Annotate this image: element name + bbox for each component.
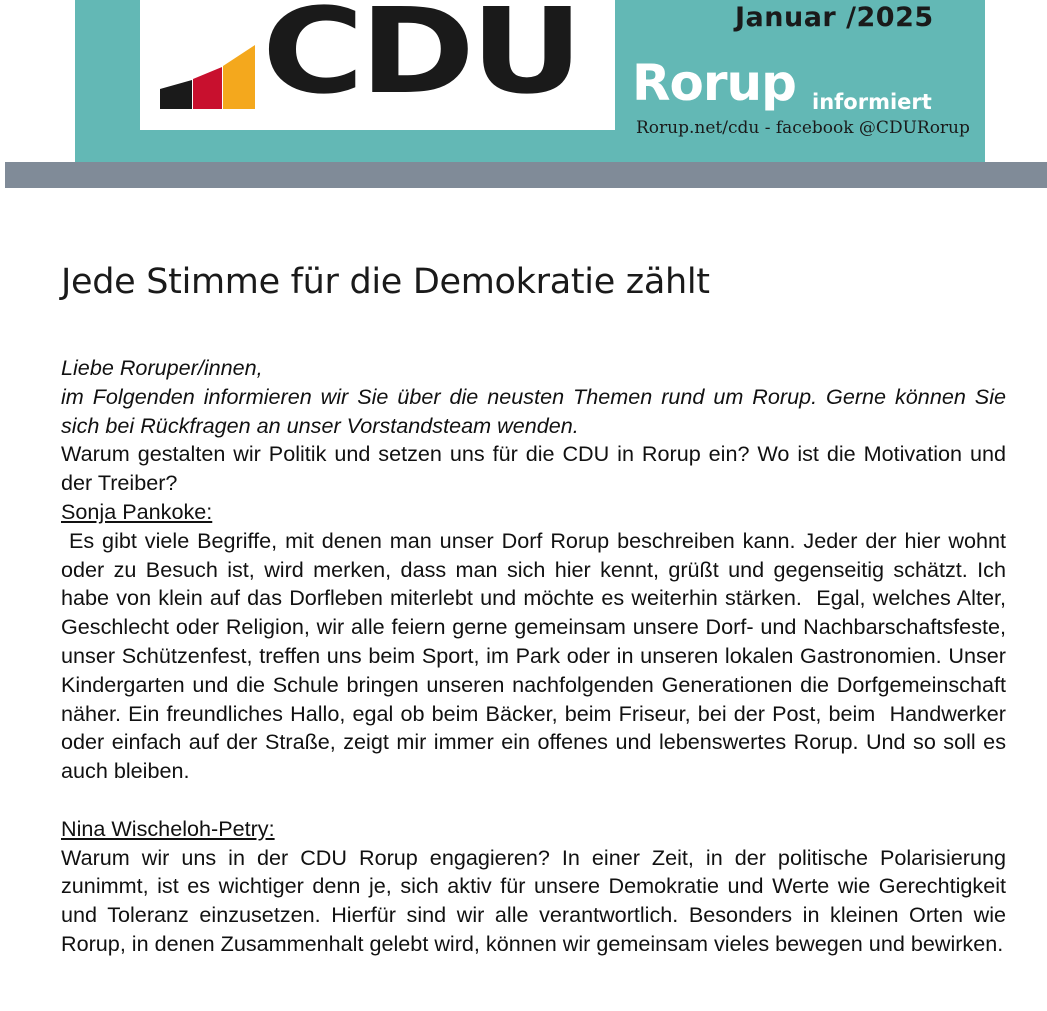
divider-bar — [5, 162, 1047, 188]
speaker-name: Nina Wischeloh-Petry: — [61, 815, 275, 841]
paragraph-gap — [61, 786, 1006, 815]
brand-name: Rorup — [632, 54, 796, 112]
article-body — [61, 354, 1013, 959]
logo-bar-orange — [223, 45, 255, 109]
greeting: Liebe Roruper/innen, — [61, 355, 263, 380]
logo-bar-red — [193, 67, 222, 109]
brand-tagline: informiert — [812, 90, 932, 114]
logo-text: CDU — [262, 0, 579, 120]
intro-paragraph: im Folgenden informieren wir Sie über die neusten Themen rund um Rorup. Gerne können Sie sich bei Rückfragen an unser Vorstandsteam wenden. — [61, 383, 1006, 438]
logo-bars-icon — [160, 45, 255, 109]
speaker-statement: Warum wir uns in der CDU Rorup engagieren? In einer Zeit, in der politische Polarisierung zunimmt, ist es wichtiger denn je, sich aktiv für unsere Demokratie und Werte wie Gerechtigkeit und Toleranz einzusetzen. Hierfür sind wir alle verantwortlich. Besonders in kleinen Orten wie Rorup, in denen Zusammenhalt gelebt wird, können wir gemeinsam vieles bewegen und bewirken. — [61, 844, 1006, 956]
contact-line: Rorup.net/cdu - facebook @CDURorup — [636, 118, 970, 138]
logo-bar-dark — [160, 80, 192, 109]
speaker-name: Sonja Pankoke: — [61, 498, 213, 524]
motivation-question: Warum gestalten wir Politik und setzen uns für die CDU in Rorup ein? Wo ist die Motivation und der Treiber? — [61, 441, 1006, 496]
speaker-statement: Es gibt viele Begriffe, mit denen man unser Dorf Rorup beschreiben kann. Jeder der hier wohnt oder zu Besuch ist, wird merken, dass man sich hier kennt, grüßt und gegenseitig schätzt. Ich habe von klein auf das Dorfleben miterlebt und möchte es weiterhin stärken. Egal, welches Alter, Geschlecht oder Religion, wir alle feiern gerne gemeinsam unsere Dorf- und Nachbarschaftsfeste, unser Schützenfest, treffen uns beim Sport, im Park oder in unseren lokalen Gastronomien. Unser Kindergarten und die Schule bringen unseren nachfolgenden Generationen die Dorfgemeinschaft näher. Ein freundliches Hallo, egal ob beim Bäcker, beim Friseur, bei der Post, beim Handwerker oder einfach auf der Straße, zeigt mir immer ein offenes und lebenswertes Rorup. Und so soll es auch bleiben. — [61, 527, 1013, 784]
article-headline: Jede Stimme für die Demokratie zählt — [61, 262, 710, 302]
issue-date: Januar /2025 — [735, 2, 934, 33]
